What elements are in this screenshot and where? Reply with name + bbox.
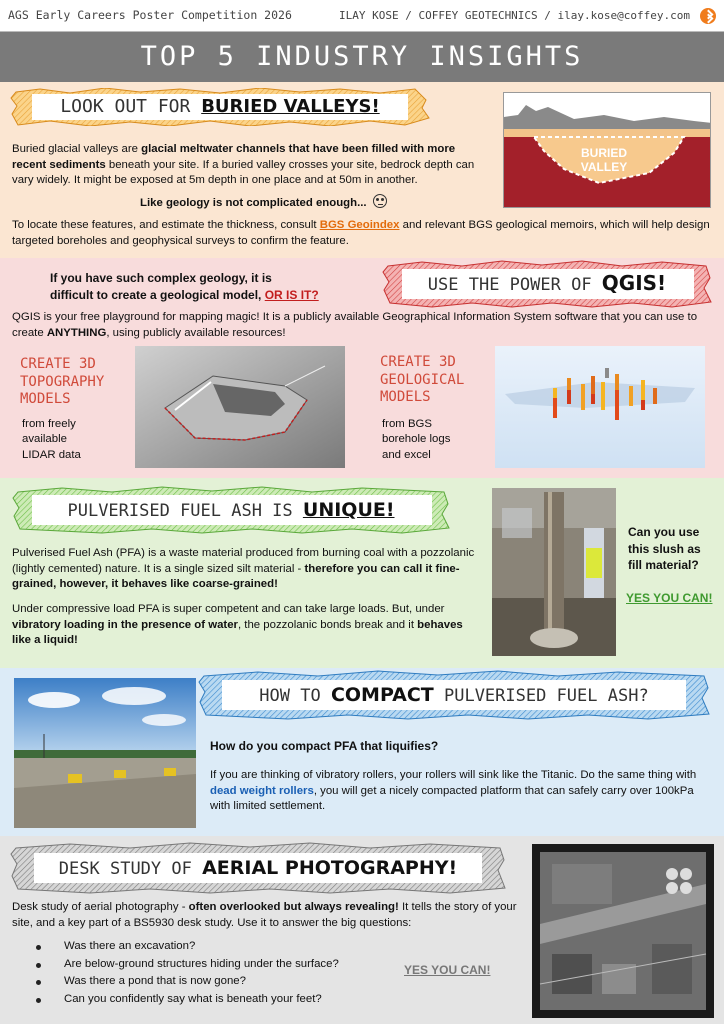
rollers-site-photo (14, 678, 196, 828)
compact-question: How do you compact PFA that liquifies? (210, 739, 439, 753)
lidar-model-icon (135, 346, 345, 468)
banner-prefix: LOOK OUT FOR (60, 95, 202, 117)
buried-valley-diagram (503, 92, 711, 208)
dead-weight-rollers-link: dead weight rollers (210, 784, 314, 797)
banner-highlight: AERIAL PHOTOGRAPHY! (202, 856, 458, 879)
list-item: Are below-ground structures hiding under the surface? (12, 957, 412, 973)
aerial-questions-list (12, 939, 412, 1010)
section-compact-pfa (0, 668, 724, 836)
list-item: Was there an excavation? (12, 939, 412, 955)
poster-header (0, 0, 724, 32)
list-item: Was there a pond that is now gone? (12, 974, 412, 990)
section-buried-valleys (0, 82, 724, 258)
complex-geology-question: If you have such complex geology, it is difficult to create a geological model, OR IS IT? (50, 271, 319, 302)
poster-title: TOP 5 INDUSTRY INSIGHTS (140, 41, 584, 73)
topography-caption: CREATE 3D TOPOGRAPHY MODELS from freely available LIDAR data (20, 356, 105, 461)
valley-cross-section-icon (504, 93, 711, 208)
compact-paragraph: If you are thinking of vibratory rollers, your rollers will sink like the Titanic. Do the same thing with dead weight rollers, you will get a nicely compacted platform that can safely carry over 100kPa with limited settlement. (210, 769, 697, 813)
lidar-topography-image (135, 346, 345, 468)
banner-highlight: QGIS! (601, 271, 667, 296)
banner-aerial-photography: DESK STUDY OF AERIAL PHOTOGRAPHY! (10, 842, 506, 894)
geology-quip: Like geology is not complicated enough... (140, 194, 440, 212)
pfa-paragraph-1: Pulverised Fuel Ash (PFA) is a waste material produced from burning coal with a pozzolanic (lightly cemented) nature. It is a single sized silt material - therefore you can call it fine-grained, however, it behaves like coarse-grained! (12, 547, 475, 591)
banner-highlight: COMPACT (330, 683, 434, 706)
borehole-model-image (495, 346, 705, 468)
qgis-paragraph: QGIS is your free playground for mapping magic! It is a publicly available Geographical Information System software that you can use to create ANYTHING, using publicly available resources! (12, 311, 698, 339)
geoindex-paragraph: To locate these features, and estimate the thickness, consult BGS Geoindex and relevant BGS geological memoirs, which will help design targeted boreholes and geophysical surveys to confirm the feature. (12, 219, 710, 247)
drilling-photo-icon (492, 488, 616, 656)
section-qgis (0, 258, 724, 478)
aerial-paragraph: Desk study of aerial photography - often overlooked but always revealing! It tells the story of your site, and a key part of a BS5930 desk study. Use it to answer the big questions: (12, 901, 517, 929)
banner-buried-valleys (10, 88, 430, 126)
section-pfa-unique (0, 478, 724, 668)
or-is-it-link: OR IS IT? (264, 287, 319, 302)
rolling-eyes-emoji-icon (373, 194, 387, 208)
competition-label: AGS Early Careers Poster Competition 2026 (8, 7, 292, 22)
aerial-answer-badge: YES YOU CAN! (404, 963, 491, 977)
coffey-logo-icon (700, 8, 716, 24)
pfa-slush-photo (492, 488, 616, 656)
banner-pfa-unique: PULVERISED FUEL ASH IS UNIQUE! (12, 486, 450, 534)
banner-highlight: BURIED VALLEYS! (201, 95, 380, 117)
author-contact[interactable]: ILAY KOSE / COFFEY GEOTECHNICS / ilay.kose@coffey.com (339, 8, 690, 22)
borehole-columns-icon (495, 346, 705, 468)
fill-material-question: Can you use this slush as fill material? (628, 525, 701, 573)
banner-qgis: USE THE POWER OF QGIS! (382, 260, 712, 308)
diagram-label-buried: BURIED (580, 146, 628, 160)
geological-caption: CREATE 3D GEOLOGICAL MODELS from BGS borehole logs and excel (380, 354, 465, 461)
compaction-site-icon (14, 678, 196, 828)
pfa-paragraph-2: Under compressive load PFA is super competent and can take large loads. But, under vibratory loading in the presence of water, the pozzolanic bonds break and it behaves like a liquid! (12, 603, 463, 647)
aerial-photo-icon (532, 844, 714, 1018)
banner-compact-pfa: HOW TO COMPACT PULVERISED FUEL ASH? (198, 670, 710, 720)
banner-highlight: UNIQUE! (302, 498, 395, 521)
buried-valley-paragraph: Buried glacial valleys are glacial meltwater channels that have been filled with more recent sediments beneath your site. If a buried valley crosses your site, bedrock depth can vary widely. It might be exposed at 5m depth in one place and at 50m in another. (12, 143, 475, 187)
diagram-label-valley: VALLEY (580, 160, 628, 174)
bgs-geoindex-link[interactable]: BGS Geoindex (319, 219, 400, 231)
list-item: Can you confidently say what is beneath your feet? (12, 992, 412, 1008)
pfa-answer-badge: YES YOU CAN! (626, 591, 713, 605)
aerial-photo (532, 844, 714, 1018)
title-band (0, 32, 724, 82)
section-aerial-photography (0, 836, 724, 1024)
